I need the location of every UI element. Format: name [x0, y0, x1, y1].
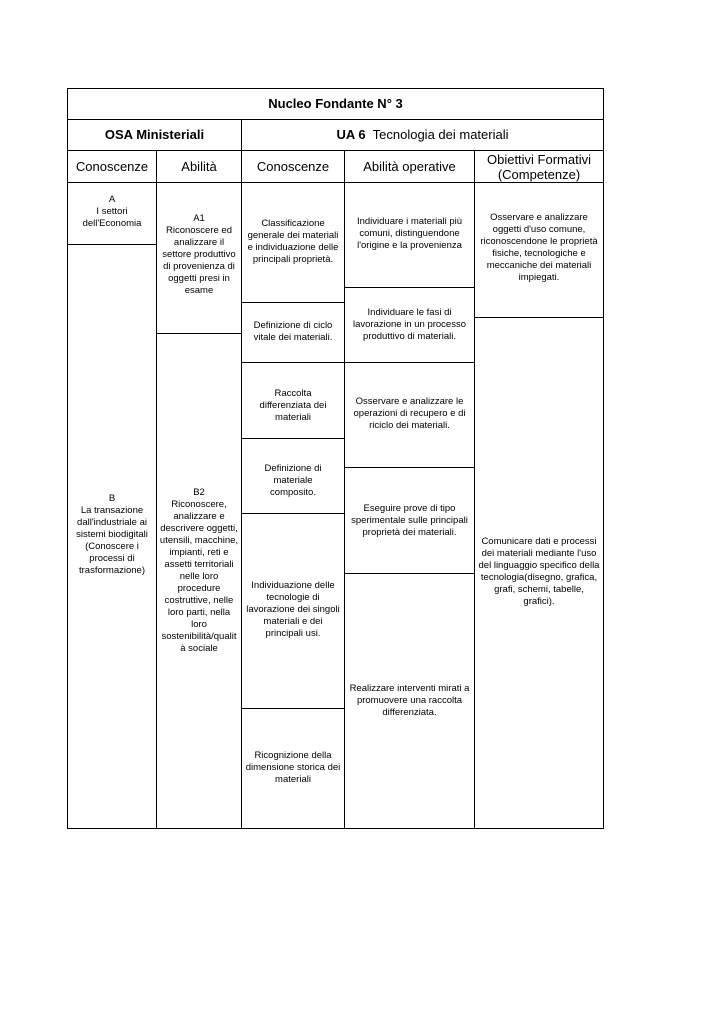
item-text: Individuare le fasi di lavorazione in un processo produttivo di materiali. — [352, 307, 466, 342]
item-text: Riconoscere ed analizzare il settore produttivo di provenienza di oggetti presi in esame — [162, 225, 236, 296]
col-header-text: Obiettivi Formativi (Competenze) — [486, 151, 592, 182]
abilita-operativa-2 — [345, 307, 474, 357]
osa-abilita-b2 — [157, 487, 241, 687]
nucleo-title — [68, 89, 603, 119]
col-header-text: Conoscenze — [256, 159, 330, 174]
osa-header — [68, 120, 241, 150]
ua-name: Tecnologia dei materiali — [372, 127, 509, 142]
abilita-operativa-3 — [345, 396, 474, 456]
ua-conoscenza-5 — [242, 580, 344, 700]
item-text: Osservare e analizzare oggetti d'uso comune, riconoscendone le proprietà fisiche, tecnologiche e meccaniche dei materiali impiegati. — [480, 212, 598, 283]
osa-conoscenza-b — [68, 493, 156, 593]
abilita-operativa-5 — [345, 683, 474, 733]
item-text: Individuazione delle tecnologie di lavorazione dei singoli materiali e dei principali usi. — [246, 580, 340, 639]
item-text: Realizzare interventi mirati a promuovere una raccolta differenziata. — [349, 683, 470, 718]
table-border-right — [603, 88, 604, 829]
item-text: Riconoscere, analizzare e descrivere oggetti, utensili, macchine, impianti, reti e assetti territoriali nelle loro procedure costruttive, nelle loro parti, nella loro sostenibilità/qualità sociale — [159, 499, 239, 654]
col-header-abilita-osa — [157, 151, 241, 182]
item-text: Osservare e analizzare le operazioni di recupero e di riciclo dei materiali. — [353, 396, 466, 431]
osa-header-text: OSA Ministeriali — [104, 127, 205, 142]
col-header-conoscenze-ua — [242, 151, 344, 182]
cell-divider — [156, 333, 242, 334]
cell-divider — [241, 708, 345, 709]
cell-divider — [67, 244, 157, 245]
item-text: Raccolta differenziata dei materiali — [259, 388, 327, 423]
item-text: Definizione di ciclo vitale dei materiali. — [253, 320, 333, 343]
abilita-operativa-1 — [345, 216, 474, 286]
osa-abilita-a1 — [157, 213, 241, 323]
ua-conoscenza-6 — [242, 750, 344, 820]
obiettivo-1 — [475, 212, 603, 312]
table-border-bottom — [67, 828, 604, 829]
ua-code: UA 6 — [336, 127, 366, 142]
item-code: B2 — [193, 487, 205, 498]
item-text: Classificazione generale dei materiali e individuazione delle principali proprietà. — [247, 218, 339, 265]
item-text: Definizione di materiale composito. — [264, 463, 322, 498]
nucleo-title-text: Nucleo Fondante N° 3 — [268, 96, 403, 111]
obiettivo-2 — [475, 536, 603, 616]
cell-divider — [344, 362, 475, 363]
ua-header-text — [242, 129, 603, 141]
ua-conoscenza-3 — [242, 388, 344, 433]
ua-conoscenza-2 — [242, 320, 344, 360]
osa-conoscenza-a — [68, 194, 156, 244]
col-header-text: Abilità operative — [363, 159, 456, 174]
cell-divider — [344, 573, 475, 574]
ua-header — [242, 120, 603, 150]
col-header-conoscenze-osa — [68, 151, 156, 182]
item-text: La transazione dall'industriale ai sistemi biodigitali (Conoscere i processi di trasformazione) — [76, 505, 148, 576]
ua-conoscenza-1 — [242, 218, 344, 298]
cell-divider — [241, 438, 345, 439]
cell-divider — [241, 513, 345, 514]
cell-divider — [344, 467, 475, 468]
item-code: B — [108, 493, 116, 504]
col-header-text: Conoscenze — [75, 159, 149, 174]
item-code: A1 — [193, 213, 205, 224]
item-code: A — [108, 194, 116, 205]
col-header-abilita-operative — [345, 151, 474, 182]
abilita-operativa-4 — [345, 503, 474, 563]
cell-divider — [241, 302, 345, 303]
cell-divider — [344, 287, 475, 288]
cell-divider — [241, 362, 345, 363]
row-divider — [67, 182, 604, 183]
item-text: Individuare i materiali più comuni, distinguendone l'origine e la provenienza — [356, 216, 463, 251]
item-text: I settori dell'Economia — [82, 206, 142, 229]
col-header-obiettivi — [475, 151, 603, 182]
item-text: Eseguire prove di tipo sperimentale sulle principali proprietà dei materiali. — [351, 503, 468, 538]
col-header-text: Abilità — [181, 159, 217, 174]
cell-divider — [474, 317, 604, 318]
item-text: Ricognizione della dimensione storica dei materiali — [245, 750, 341, 785]
ua-conoscenza-4 — [242, 463, 344, 508]
item-text: Comunicare dati e processi dei materiali mediante l'uso del linguaggio specifico della tecnologia(disegno, grafica, grafi, schemi, tabelle, grafici). — [478, 536, 600, 607]
